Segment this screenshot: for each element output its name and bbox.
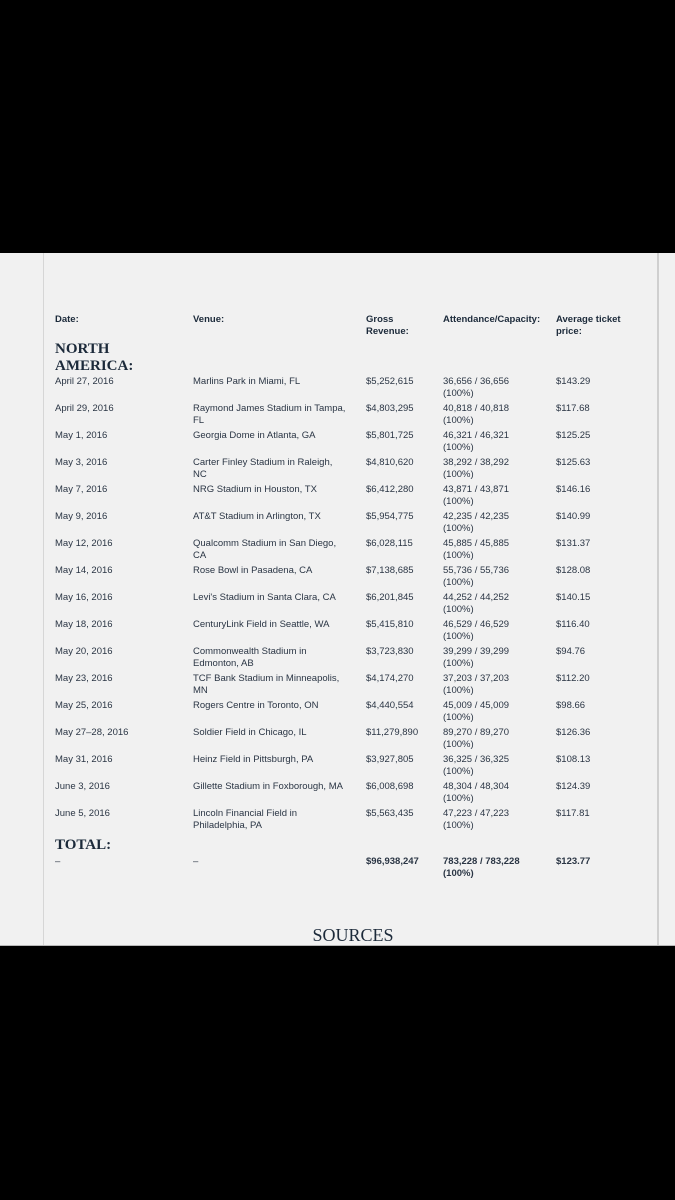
row-attendance-line2: (100%)	[443, 631, 474, 642]
row-gross-revenue: $6,412,280	[366, 484, 414, 495]
row-date: May 9, 2016	[55, 511, 108, 522]
row-average-price: $140.99	[556, 511, 591, 522]
row-attendance	[443, 457, 548, 481]
table-row	[0, 781, 675, 808]
row-attendance-line2: (100%)	[443, 442, 474, 453]
row-date: May 31, 2016	[55, 754, 113, 765]
row-venue	[193, 403, 358, 427]
row-attendance	[443, 565, 548, 589]
row-attendance	[443, 592, 548, 616]
row-attendance-line1: 36,325 / 36,325	[443, 754, 510, 765]
row-venue	[193, 781, 358, 793]
row-attendance	[443, 646, 548, 670]
row-attendance	[443, 403, 548, 427]
sources-heading: SOURCES	[312, 925, 394, 945]
row-gross-revenue: $5,954,775	[366, 511, 414, 522]
row-date: May 25, 2016	[55, 700, 113, 711]
row-attendance-line2: (100%)	[443, 766, 474, 777]
row-venue	[193, 565, 358, 577]
row-average-price: $126.36	[556, 727, 591, 738]
row-attendance-line1: 42,235 / 42,235	[443, 511, 510, 522]
total-gross: $96,938,247	[366, 856, 419, 867]
row-average-price: $128.08	[556, 565, 591, 576]
row-attendance	[443, 727, 548, 751]
header-price-line1: Average ticket	[556, 314, 621, 325]
row-attendance-line2: (100%)	[443, 469, 474, 480]
row-average-price: $131.37	[556, 538, 591, 549]
row-venue	[193, 673, 358, 697]
row-attendance	[443, 511, 548, 535]
header-gross-line2: Revenue:	[366, 326, 409, 337]
row-attendance	[443, 538, 548, 562]
section-total: TOTAL:	[55, 837, 112, 853]
row-venue	[193, 457, 358, 481]
row-venue-line2: MN	[193, 685, 208, 696]
total-price: $123.77	[556, 856, 591, 867]
row-attendance-line2: (100%)	[443, 712, 474, 723]
row-average-price: $108.13	[556, 754, 591, 765]
table-row	[0, 511, 675, 538]
row-venue-line1: TCF Bank Stadium in Minneapolis,	[193, 673, 340, 684]
row-attendance	[443, 376, 548, 400]
row-attendance	[443, 808, 548, 832]
row-date: May 18, 2016	[55, 619, 113, 630]
row-attendance-line1: 39,299 / 39,299	[443, 646, 510, 657]
header-price-line2: price:	[556, 326, 582, 337]
table-row	[0, 700, 675, 727]
section-north-america	[55, 341, 133, 375]
row-average-price: $146.16	[556, 484, 591, 495]
row-attendance-line1: 38,292 / 38,292	[443, 457, 510, 468]
row-venue-line1: Rogers Centre in Toronto, ON	[193, 700, 319, 711]
row-attendance	[443, 700, 548, 724]
row-attendance-line2: (100%)	[443, 604, 474, 615]
row-average-price: $140.15	[556, 592, 591, 603]
row-date: May 16, 2016	[55, 592, 113, 603]
row-attendance-line2: (100%)	[443, 793, 474, 804]
row-gross-revenue: $3,723,830	[366, 646, 414, 657]
header-gross-revenue	[366, 314, 409, 338]
row-date: April 27, 2016	[55, 376, 114, 387]
row-venue	[193, 511, 358, 523]
row-date: June 3, 2016	[55, 781, 110, 792]
row-date: May 14, 2016	[55, 565, 113, 576]
row-attendance	[443, 754, 548, 778]
row-average-price: $94.76	[556, 646, 586, 657]
table-row	[0, 592, 675, 619]
row-venue-line1: Raymond James Stadium in Tampa,	[193, 403, 346, 414]
total-row	[0, 856, 675, 883]
row-venue-line1: Commonwealth Stadium in	[193, 646, 307, 657]
row-gross-revenue: $5,563,435	[366, 808, 414, 819]
row-average-price: $117.68	[556, 403, 590, 414]
total-attendance-line2: (100%)	[443, 868, 474, 879]
row-date: May 12, 2016	[55, 538, 113, 549]
row-venue	[193, 376, 358, 388]
row-venue-line1: CenturyLink Field in Seattle, WA	[193, 619, 330, 630]
row-date: June 5, 2016	[55, 808, 110, 819]
table-row	[0, 376, 675, 403]
row-venue-line2: Philadelphia, PA	[193, 820, 263, 831]
row-attendance-line2: (100%)	[443, 820, 474, 831]
table-row	[0, 403, 675, 430]
total-date: –	[55, 856, 61, 867]
table-row	[0, 430, 675, 457]
row-attendance-line1: 40,818 / 40,818	[443, 403, 510, 414]
row-venue-line1: Levi's Stadium in Santa Clara, CA	[193, 592, 336, 603]
row-attendance-line2: (100%)	[443, 496, 474, 507]
row-attendance-line1: 45,885 / 45,885	[443, 538, 510, 549]
row-gross-revenue: $6,028,115	[366, 538, 413, 549]
row-attendance	[443, 619, 548, 643]
total-attendance-line1: 783,228 / 783,228	[443, 856, 520, 867]
table-row	[0, 538, 675, 565]
row-average-price: $116.40	[556, 619, 590, 630]
row-average-price: $125.25	[556, 430, 591, 441]
row-date: May 27–28, 2016	[55, 727, 129, 738]
row-venue	[193, 646, 358, 670]
row-average-price: $98.66	[556, 700, 586, 711]
row-gross-revenue: $3,927,805	[366, 754, 414, 765]
row-gross-revenue: $6,201,845	[366, 592, 414, 603]
row-date: May 20, 2016	[55, 646, 113, 657]
row-attendance-line1: 55,736 / 55,736	[443, 565, 510, 576]
row-venue-line1: Marlins Park in Miami, FL	[193, 376, 301, 387]
table-row	[0, 673, 675, 700]
row-venue-line1: Heinz Field in Pittsburgh, PA	[193, 754, 314, 765]
header-gross-line1: Gross	[366, 314, 394, 325]
row-venue-line1: Soldier Field in Chicago, IL	[193, 727, 307, 738]
row-venue-line2: NC	[193, 469, 207, 480]
row-attendance-line2: (100%)	[443, 739, 474, 750]
row-gross-revenue: $5,415,810	[366, 619, 414, 630]
row-venue	[193, 484, 358, 496]
row-attendance-line2: (100%)	[443, 523, 474, 534]
row-attendance-line1: 45,009 / 45,009	[443, 700, 510, 711]
row-venue	[193, 754, 358, 766]
row-gross-revenue: $5,801,725	[366, 430, 414, 441]
table-row	[0, 619, 675, 646]
row-venue-line1: AT&T Stadium in Arlington, TX	[193, 511, 321, 522]
table-row	[0, 808, 675, 835]
table-row	[0, 565, 675, 592]
row-attendance-line1: 48,304 / 48,304	[443, 781, 510, 792]
row-attendance-line2: (100%)	[443, 685, 474, 696]
row-attendance-line1: 44,252 / 44,252	[443, 592, 510, 603]
row-attendance-line2: (100%)	[443, 388, 474, 399]
row-attendance-line1: 89,270 / 89,270	[443, 727, 510, 738]
row-date: May 23, 2016	[55, 673, 113, 684]
row-date: April 29, 2016	[55, 403, 114, 414]
row-attendance-line1: 37,203 / 37,203	[443, 673, 510, 684]
row-gross-revenue: $4,803,295	[366, 403, 414, 414]
header-date: Date:	[55, 314, 79, 325]
row-attendance	[443, 430, 548, 454]
row-venue-line2: Edmonton, AB	[193, 658, 254, 669]
header-venue: Venue:	[193, 314, 225, 325]
row-attendance	[443, 673, 548, 697]
row-gross-revenue: $6,008,698	[366, 781, 414, 792]
row-attendance-line1: 43,871 / 43,871	[443, 484, 510, 495]
table-row	[0, 754, 675, 781]
row-venue	[193, 538, 358, 562]
row-venue-line1: NRG Stadium in Houston, TX	[193, 484, 317, 495]
row-gross-revenue: $4,810,620	[366, 457, 414, 468]
row-date: May 7, 2016	[55, 484, 108, 495]
row-average-price: $143.29	[556, 376, 591, 387]
row-average-price: $117.81	[556, 808, 590, 819]
row-venue-line2: CA	[193, 550, 207, 561]
table-row	[0, 727, 675, 754]
header-average-price	[556, 314, 621, 338]
row-average-price: $125.63	[556, 457, 591, 468]
row-gross-revenue: $4,440,554	[366, 700, 414, 711]
total-attendance	[443, 856, 548, 880]
row-gross-revenue: $7,138,685	[366, 565, 414, 576]
row-attendance-line1: 47,223 / 47,223	[443, 808, 510, 819]
row-venue-line1: Carter Finley Stadium in Raleigh,	[193, 457, 333, 468]
row-attendance-line2: (100%)	[443, 550, 474, 561]
row-attendance-line2: (100%)	[443, 658, 474, 669]
row-gross-revenue: $5,252,615	[366, 376, 414, 387]
row-date: May 1, 2016	[55, 430, 108, 441]
row-average-price: $124.39	[556, 781, 591, 792]
row-attendance-line1: 46,529 / 46,529	[443, 619, 510, 630]
row-attendance	[443, 484, 548, 508]
section-north-america-line2: AMERICA:	[55, 358, 134, 374]
row-gross-revenue: $11,279,890	[366, 727, 419, 738]
row-attendance-line2: (100%)	[443, 415, 474, 426]
row-attendance-line2: (100%)	[443, 577, 474, 588]
row-gross-revenue: $4,174,270	[366, 673, 414, 684]
table-row	[0, 457, 675, 484]
table-row	[0, 646, 675, 673]
row-venue-line1: Lincoln Financial Field in	[193, 808, 298, 819]
header-attendance: Attendance/Capacity:	[443, 314, 541, 325]
row-date: May 3, 2016	[55, 457, 108, 468]
row-venue-line1: Rose Bowl in Pasadena, CA	[193, 565, 313, 576]
row-venue	[193, 592, 358, 604]
document-page	[0, 253, 675, 946]
row-venue	[193, 619, 358, 631]
table-row	[0, 484, 675, 511]
row-attendance-line1: 36,656 / 36,656	[443, 376, 510, 387]
row-venue	[193, 700, 358, 712]
section-north-america-line1: NORTH	[55, 341, 110, 357]
row-venue-line1: Georgia Dome in Atlanta, GA	[193, 430, 316, 441]
row-venue-line1: Qualcomm Stadium in San Diego,	[193, 538, 337, 549]
total-venue: –	[193, 856, 199, 867]
row-average-price: $112.20	[556, 673, 590, 684]
row-venue	[193, 727, 358, 739]
row-venue	[193, 808, 358, 832]
row-venue	[193, 430, 358, 442]
row-venue-line1: Gillette Stadium in Foxborough, MA	[193, 781, 343, 792]
row-attendance	[443, 781, 548, 805]
row-attendance-line1: 46,321 / 46,321	[443, 430, 510, 441]
row-venue-line2: FL	[193, 415, 205, 426]
